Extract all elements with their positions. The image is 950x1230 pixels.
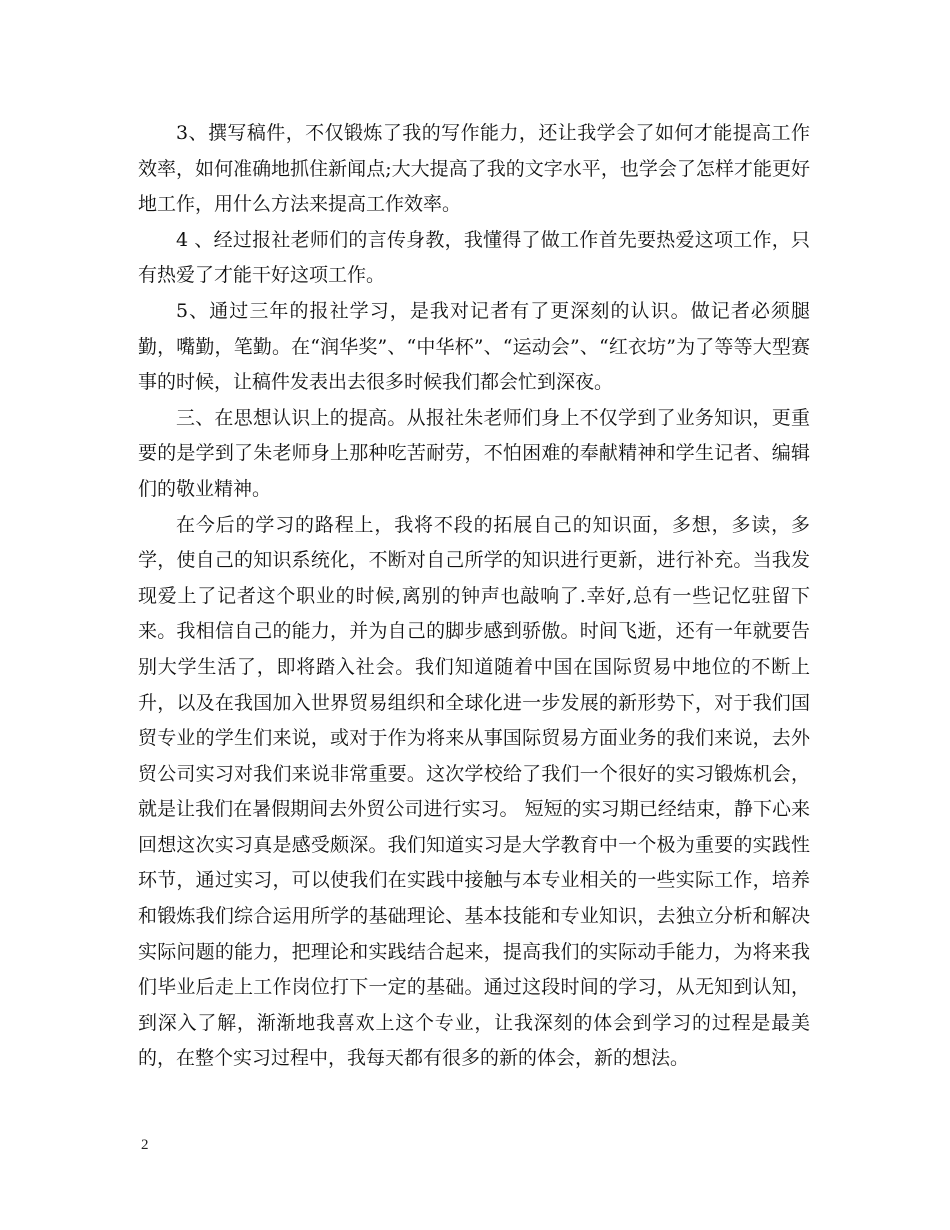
page-number: 2 (141, 1137, 149, 1153)
paragraph-reporter-understanding: 5、通过三年的报社学习，是我对记者有了更深刻的认识。做记者必须腿勤，嘴勤，笔勤。在“润华奖”、“中华杯”、“运动会”、“红衣坊”为了等等大型赛事的时候，让稿件发表出去很多时候我们都会忙到深夜。 (138, 299, 810, 394)
paragraph-teachers-guidance: 4 、经过报社老师们的言传身教，我懂得了做工作首先要热爱这项工作，只有热爱了才能干好这项工作。 (138, 228, 810, 287)
document-body (138, 116, 810, 1077)
paragraph-writing-skills: 3、撰写稿件，不仅锻炼了我的写作能力，还让我学会了如何才能提高工作效率，如何准确地抓住新闻点;大大提高了我的文字水平，也学会了怎样才能更好地工作，用什么方法来提高工作效率。 (138, 122, 810, 216)
paragraph-future-study: 在今后的学习的路程上，我将不段的拓展自己的知识面，多想，多读，多学，使自己的知识系统化，不断对自己所学的知识进行更新，进行补充。当我发现爱上了记者这个职业的时候,离别的钟声也敲响了.幸好,总有一些记忆驻留下来。我相信自己的能力，并为自己的脚步感到骄傲。时间飞逝，还有一年就要告别大学生活了，即将踏入社会。我们知道随着中国在国际贸易中地位的不断上升，以及在我国加入世界贸易组织和全球化进一步发展的新形势下，对于我们国贸专业的学生们来说，或对于作为将来从事国际贸易方面业务的我们来说，去外贸公司实习对我们来说非常重要。这次学校给了我们一个很好的实习锻炼机会，就是让我们在暑假期间去外贸公司进行实习。 短短的实习期已经结束，静下心来回想这次实习真是感受颇深。我们知道实习是大学教育中一个极为重要的实践性环节，通过实习，可以使我们在实践中接触与本专业相关的一些实际工作，培养和锻炼我们综合运用所学的基础理论、基本技能和专业知识，去独立分析和解决实际问题的能力，把理论和实践结合起来，提高我们的实际动手能力，为将来我们毕业后走上工作岗位打下一定的基础。通过这段时间的学习，从无知到认知，到深入了解，渐渐地我喜欢上这个专业，让我深刻的体会到学习的过程是最美的，在整个实习过程中，我每天都有很多的新的体会，新的想法。 (138, 513, 810, 1070)
paragraph-ideological-improvement: 三、在思想认识上的提高。从报社朱老师们身上不仅学到了业务知识，更重要的是学到了朱老师身上那种吃苦耐劳，不怕困难的奉献精神和学生记者、编辑们的敬业精神。 (138, 406, 810, 500)
